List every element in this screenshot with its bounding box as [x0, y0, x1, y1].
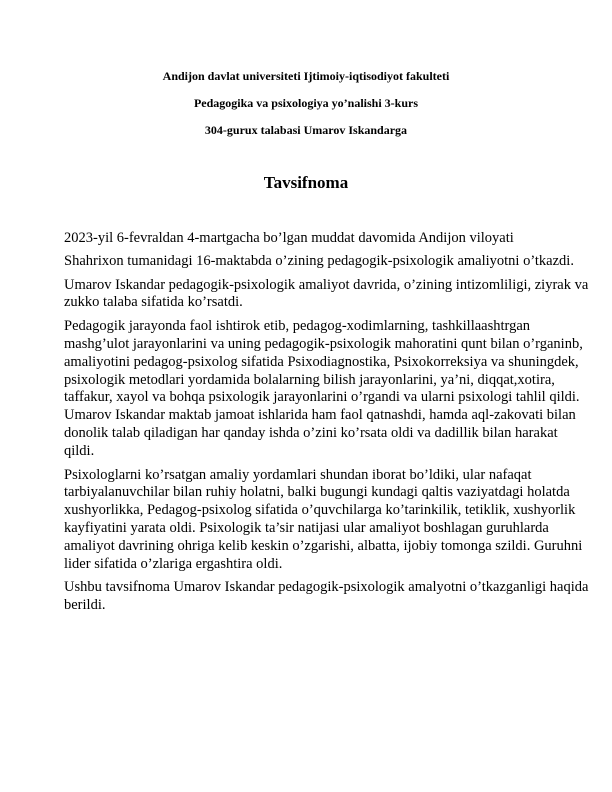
header-recipient-line: 304-gurux talabasi Umarov Iskandarga — [204, 123, 408, 137]
header-university-line: Andijon davlat universiteti Ijtimoiy-iqtisodiyot fakulteti — [162, 69, 450, 83]
paragraph-4: Pedagogik jarayonda faol ishtirok etib, pedagog-xodimlarning, tashkillaashtrgan mashg’ulot jarayonlarini va uning pedagogik-psixologik mahoratini qunt bilan o’rganinb, amaliyotini pedagog-psixolog sifatida Psixodiagnostika, Psixokorreksiya va shuningdek, psixologik metodlari yordamida bolalarning bilish jarayonlarini, ya’ni, diqqat,xotira, taffakur, xayol va bohqa psixologik jarayonlarini o’rgandi va ularni psixologi tahlil qildi. Umarov Iskandar maktab jamoat ishlarida ham faol qatnashdi, hamda aql-zakovati bilan donolik talab qiladigan har qanday ishda o’zini ko’rsata oldi va dadillik bilan harakat qildi. — [64, 318, 583, 459]
document-body — [64, 230, 590, 621]
paragraph-1: 2023-yil 6-fevraldan 4-martgacha bo’lgan muddat davomida Andijon viloyati — [64, 230, 514, 246]
paragraph-3: Umarov Iskandar pedagogik-psixologik amaliyot davrida, o’zining intizomliligi, ziyrak va zukko talaba sifatida ko’rsatdi. — [64, 276, 589, 311]
paragraph-2: Shahrixon tumanidagi 16-maktabda o’zining pedagogik-psixologik amaliyotni o’tkazdi. — [64, 252, 574, 269]
paragraph-6: Ushbu tavsifnoma Umarov Iskandar pedagogik-psixologik amalyotni o’tkazganligi haqida berildi. — [64, 579, 589, 614]
header-program-line: Pedagogika va psixologiya yo’nalishi 3-kurs — [193, 96, 419, 110]
paragraph-5: Psixologlarni ko’rsatgan amaliy yordamlari shundan iborat bo’ldiki, ular nafaqat tarbiyalanuvchilar bilan ruhiy holatni, balki bugungi kundagi qaltis vaziyatdagi holatda xushyorlikka, Pedagog-psixolog sifatida o’quvchilarga ko’tarinkilik, tetiklik, xushyorlik kayfiyatini yarata oldi. Psixologik ta’sir natijasi ular amaliyot boshlagan guruhlarda amaliyot davrining ohriga kelib keskin o’zgarishi, albatta, ijobiy tomonga szildi. Guruhni lider sifatida o’zlariga ergashtira oldi. — [64, 466, 583, 572]
document-title: Tavsifnoma — [263, 173, 349, 192]
